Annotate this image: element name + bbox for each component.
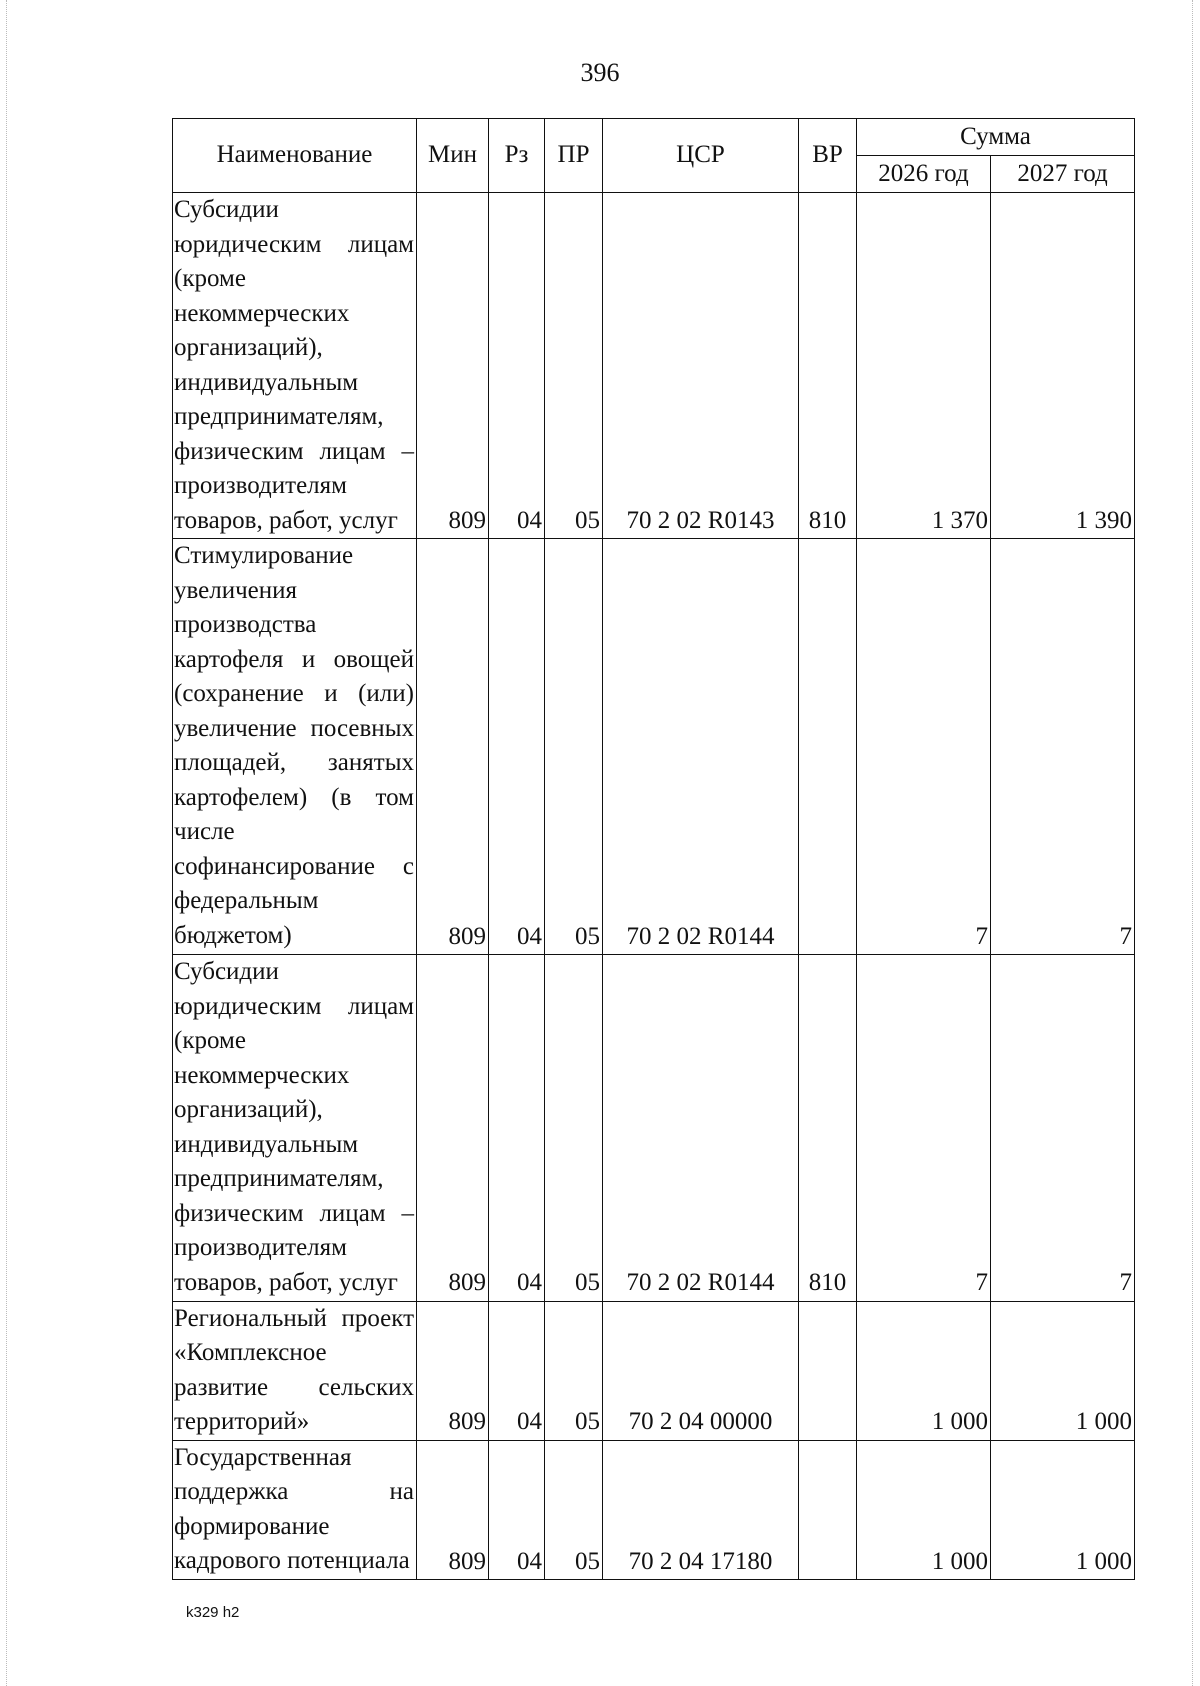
table-row — [173, 1440, 1135, 1579]
row-name: Стимулирование увеличения производства картофеля и овощей (сохранение и (или) увеличение посевных площадей, занятых картофелем) (в том числе софинансирование с федеральным бюджетом) — [173, 539, 417, 955]
row-2027: 1 000 — [991, 1440, 1135, 1579]
header-vr: ВР — [799, 119, 857, 193]
row-min: 809 — [417, 955, 489, 1301]
row-vr — [799, 1440, 857, 1579]
row-vr — [799, 1301, 857, 1440]
row-name: Государственная поддержка на формирование кадрового потенциала — [173, 1440, 417, 1579]
table-row — [173, 1301, 1135, 1440]
row-rz: 04 — [489, 193, 545, 539]
row-name: Субсидии юридическим лицам (кроме некоммерческих организаций), индивидуальным предпринимателям, физическим лицам – производителям товаров, работ, услуг — [173, 955, 417, 1301]
row-name: Региональный проект «Комплексное развитие сельских территорий» — [173, 1301, 417, 1440]
row-name: Субсидии юридическим лицам (кроме некоммерческих организаций), индивидуальным предпринимателям, физическим лицам – производителям товаров, работ, услуг — [173, 193, 417, 539]
header-csr: ЦСР — [603, 119, 799, 193]
header-sum: Сумма — [857, 119, 1135, 156]
header-min: Мин — [417, 119, 489, 193]
row-pr: 05 — [545, 193, 603, 539]
row-csr: 70 2 02 R0144 — [603, 955, 799, 1301]
row-min: 809 — [417, 193, 489, 539]
row-2027: 1 390 — [991, 193, 1135, 539]
row-min: 809 — [417, 539, 489, 955]
row-vr — [799, 539, 857, 955]
header-rz: Рз — [489, 119, 545, 193]
header-year-2026: 2026 год — [857, 156, 991, 193]
row-2026: 7 — [857, 539, 991, 955]
header-pr: ПР — [545, 119, 603, 193]
row-csr: 70 2 04 17180 — [603, 1440, 799, 1579]
row-csr: 70 2 02 R0143 — [603, 193, 799, 539]
page-edge-right — [1192, 0, 1193, 1686]
row-2027: 7 — [991, 955, 1135, 1301]
row-csr: 70 2 02 R0144 — [603, 539, 799, 955]
page-edge-left — [6, 0, 7, 1686]
row-rz: 04 — [489, 1301, 545, 1440]
footer-document-code: k329 h2 — [186, 1604, 240, 1621]
row-2027: 7 — [991, 539, 1135, 955]
row-2026: 1 000 — [857, 1301, 991, 1440]
row-pr: 05 — [545, 1301, 603, 1440]
row-2026: 1 370 — [857, 193, 991, 539]
page-number: 396 — [580, 58, 620, 87]
row-pr: 05 — [545, 539, 603, 955]
table-row — [173, 539, 1135, 955]
header-year-2027: 2027 год — [991, 156, 1135, 193]
row-rz: 04 — [489, 539, 545, 955]
row-csr: 70 2 04 00000 — [603, 1301, 799, 1440]
header-row — [173, 119, 1135, 156]
table-row — [173, 955, 1135, 1301]
row-2026: 7 — [857, 955, 991, 1301]
row-2027: 1 000 — [991, 1301, 1135, 1440]
row-vr: 810 — [799, 955, 857, 1301]
row-vr: 810 — [799, 193, 857, 539]
row-pr: 05 — [545, 1440, 603, 1579]
row-rz: 04 — [489, 1440, 545, 1579]
table-row — [173, 193, 1135, 539]
row-pr: 05 — [545, 955, 603, 1301]
row-2026: 1 000 — [857, 1440, 991, 1579]
row-rz: 04 — [489, 955, 545, 1301]
header-name: Наименование — [173, 119, 417, 193]
row-min: 809 — [417, 1301, 489, 1440]
row-min: 809 — [417, 1440, 489, 1579]
budget-table — [172, 118, 1135, 1580]
